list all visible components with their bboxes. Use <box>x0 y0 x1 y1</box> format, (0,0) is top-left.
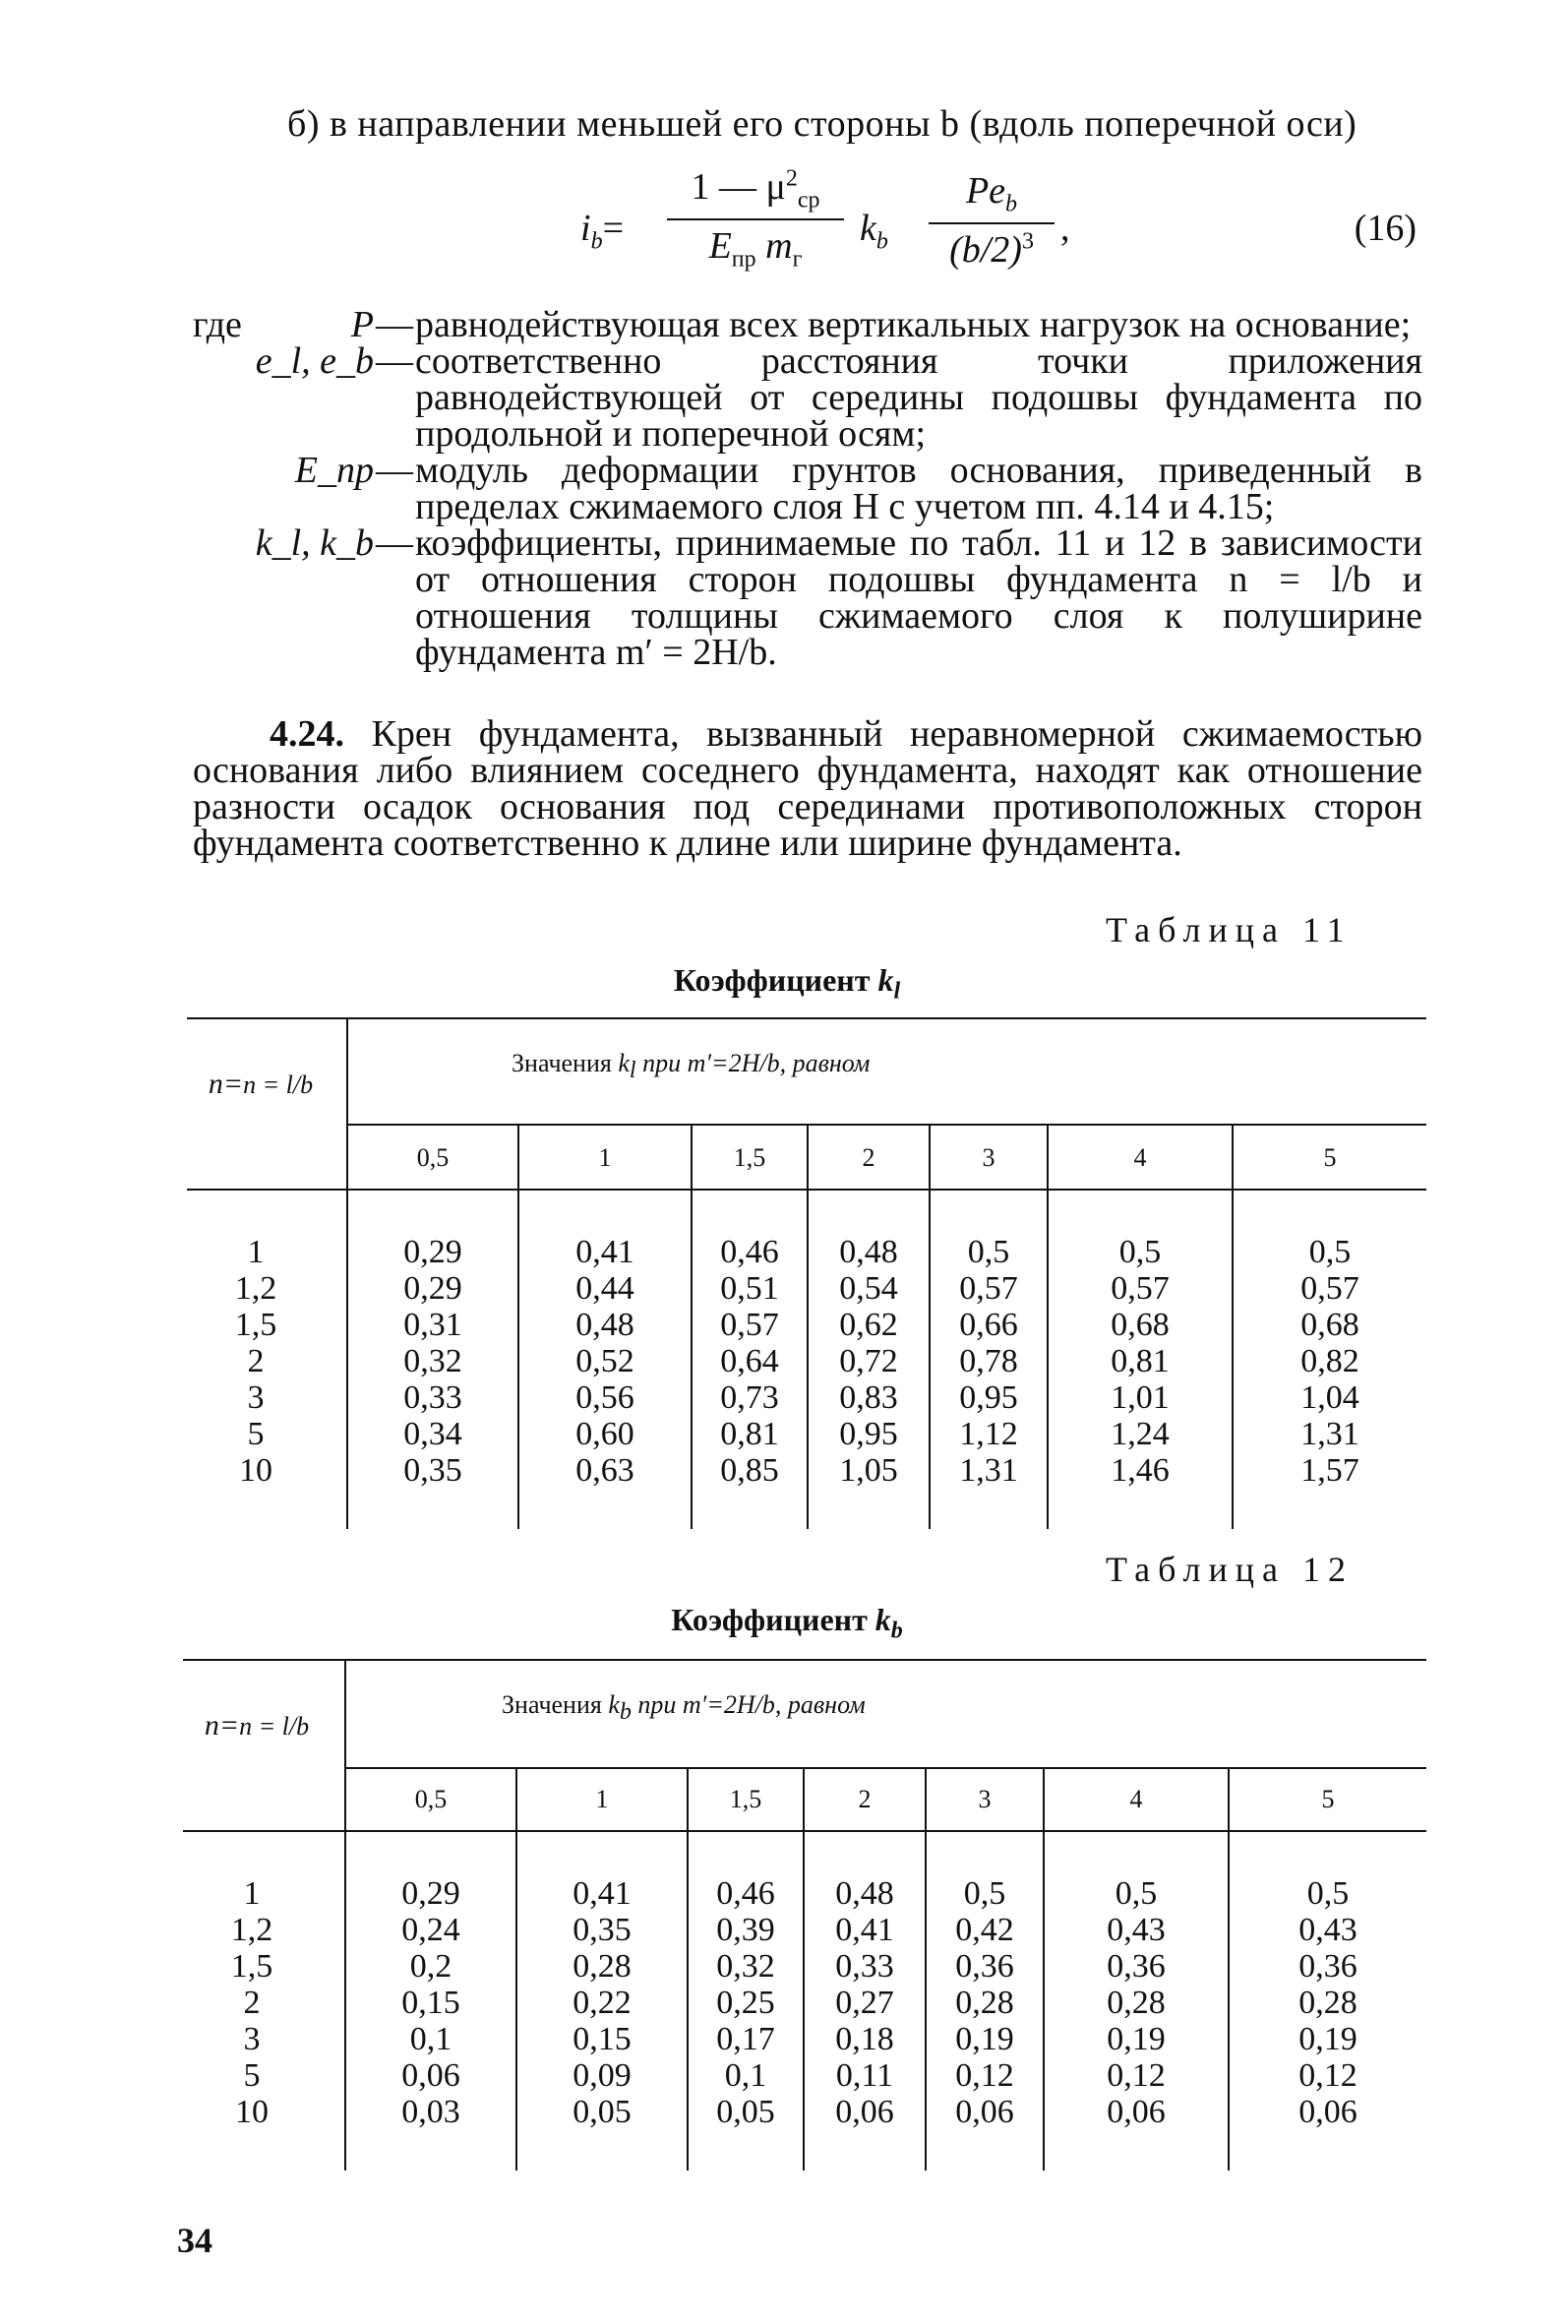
column-header: 0,5 <box>414 1785 448 1813</box>
table-cell: 0,12 <box>1298 2057 1357 2094</box>
table-cell: 0,03 <box>401 2094 460 2130</box>
table-cell: 0,57 <box>1111 1270 1170 1307</box>
table-cell: 0,19 <box>1107 2021 1166 2057</box>
table-cell: 0,82 <box>1300 1343 1359 1379</box>
paragraph-4-24 <box>193 713 1422 864</box>
table-cell: 0,5 <box>1115 1875 1158 1912</box>
table-12 <box>183 1659 1426 2171</box>
table-cell: 0,57 <box>720 1307 779 1343</box>
n-value: 1,2 <box>234 1270 277 1307</box>
definition-item <box>193 340 1422 455</box>
table-cell: 0,52 <box>575 1343 634 1379</box>
definition-text: — соответственно расстояния точки приложения равнодействующей от середины подошвы фундамента по продольной и поперечной осям; <box>415 343 1422 453</box>
table-cell: 1,31 <box>959 1452 1018 1489</box>
table-cell: 0,27 <box>835 1985 894 2021</box>
n-column-header: n=n = l/b <box>204 1709 310 1742</box>
table-cell: 0,41 <box>573 1875 632 1912</box>
table-cell: 0,15 <box>401 1985 460 2021</box>
table-cell: 0,5 <box>1118 1234 1162 1270</box>
n-value: 10 <box>235 2094 269 2130</box>
column-header: 5 <box>1321 1785 1335 1813</box>
table-cell: 0,72 <box>839 1343 898 1379</box>
table-cell: 0,95 <box>839 1416 898 1452</box>
table-cell: 1,31 <box>1300 1416 1359 1452</box>
table-cell: 0,25 <box>716 1985 775 2021</box>
table-12-label: Таблица 12 <box>1106 1550 1354 1589</box>
table-12-header: Значения $k_b$ при m′=2H/b, равном <box>502 1690 866 1726</box>
definition-symbol: P <box>350 304 374 345</box>
formula-lhs: $i_b=$ <box>580 208 624 255</box>
table-cell: 0,43 <box>1298 1912 1357 1948</box>
table-cell: 0,11 <box>835 2057 894 2094</box>
table-cell: 1,46 <box>1111 1452 1170 1489</box>
table-cell: 0,19 <box>1298 2021 1357 2057</box>
table-cell: 0,12 <box>1107 2057 1166 2094</box>
table-cell: 0,06 <box>955 2094 1014 2130</box>
table-cell: 0,68 <box>1300 1307 1359 1343</box>
table-cell: 0,32 <box>716 1948 775 1985</box>
table-cell: 0,09 <box>573 2057 632 2094</box>
table-cell: 0,41 <box>835 1912 894 1948</box>
table-cell: 0,33 <box>403 1379 462 1416</box>
n-value: 2 <box>247 1343 265 1379</box>
definition-item <box>193 522 1422 673</box>
table-cell: 0,51 <box>720 1270 779 1307</box>
column-header: 3 <box>978 1785 992 1813</box>
paragraph-text: Крен фундамента, вызванный неравномерной сжимаемостью основания либо влиянием соседнего фундамента, находят как отношение разности осадок основания под серединами противоположных сторон фундамента соответственно к длине или ширине фундамента. <box>193 713 1422 864</box>
table-12-title: Коэффициент $k_b$ <box>671 1602 903 1644</box>
table-cell: 0,81 <box>1111 1343 1170 1379</box>
table-cell: 0,1 <box>409 2021 452 2057</box>
where-label: где <box>193 304 242 345</box>
n-value: 2 <box>243 1985 261 2021</box>
table-11-header: Значения $k_l$ при m′=2H/b, равном <box>512 1049 871 1084</box>
definitions-list <box>193 304 1422 673</box>
column-header: 4 <box>1133 1143 1147 1172</box>
column-header: 5 <box>1323 1143 1337 1172</box>
n-column-header: n=n = l/b <box>208 1068 314 1100</box>
table-cell: 0,17 <box>716 2021 775 2057</box>
intro-line: б) в направлении меньшей его стороны b (вдоль поперечной оси) <box>287 103 1357 145</box>
table-cell: 0,42 <box>955 1912 1014 1948</box>
table-11-title: Коэффициент $k_l$ <box>673 962 901 1005</box>
column-header: 1 <box>595 1785 609 1813</box>
formula-fraction-1: 1 — $\mu^2_{ср}$ $E_{пр}$ $m_г$ <box>667 165 844 273</box>
table-cell: 0,62 <box>839 1307 898 1343</box>
table-cell: 0,68 <box>1111 1307 1170 1343</box>
table-cell: 0,06 <box>401 2057 460 2094</box>
table-cell: 0,57 <box>1300 1270 1359 1307</box>
n-value: 1 <box>247 1234 265 1270</box>
table-cell: 0,39 <box>716 1912 775 1948</box>
n-value: 3 <box>243 2021 261 2057</box>
column-header: 3 <box>982 1143 995 1172</box>
table-cell: 0,28 <box>955 1985 1014 2021</box>
table-cell: 1,01 <box>1111 1379 1170 1416</box>
table-cell: 0,06 <box>1298 2094 1357 2130</box>
formula-comma: , <box>1060 208 1070 249</box>
table-cell: 0,73 <box>720 1379 779 1416</box>
table-cell: 0,56 <box>575 1379 634 1416</box>
table-cell: 0,48 <box>575 1307 634 1343</box>
table-cell: 0,29 <box>401 1875 460 1912</box>
formula-fraction-2: $Pe_b$ $(b/2)^3$ <box>929 169 1055 272</box>
table-cell: 0,5 <box>1308 1234 1352 1270</box>
table-cell: 0,57 <box>959 1270 1018 1307</box>
n-value: 1,2 <box>230 1912 273 1948</box>
table-cell: 1,57 <box>1300 1452 1359 1489</box>
table-cell: 0,22 <box>573 1985 632 2021</box>
table-cell: 0,95 <box>959 1379 1018 1416</box>
table-cell: 1,12 <box>959 1416 1018 1452</box>
table-cell: 0,19 <box>955 2021 1014 2057</box>
table-cell: 1,24 <box>1111 1416 1170 1452</box>
column-header: 2 <box>862 1143 875 1172</box>
table-cell: 0,46 <box>716 1875 775 1912</box>
formula-kb: $k_b$ <box>860 208 888 255</box>
table-cell: 0,35 <box>403 1452 462 1489</box>
table-cell: 0,06 <box>1107 2094 1166 2130</box>
equation-number: (16) <box>1354 208 1417 249</box>
table-cell: 0,85 <box>720 1452 779 1489</box>
table-cell: 0,41 <box>575 1234 634 1270</box>
table-cell: 0,28 <box>1298 1985 1357 2021</box>
table-cell: 0,06 <box>835 2094 894 2130</box>
table-cell: 0,83 <box>839 1379 898 1416</box>
table-cell: 0,34 <box>403 1416 462 1452</box>
table-cell: 0,31 <box>403 1307 462 1343</box>
formula-16 <box>580 165 1417 293</box>
table-cell: 0,18 <box>835 2021 894 2057</box>
table-cell: 0,35 <box>573 1912 632 1948</box>
table-11-label: Таблица 11 <box>1106 910 1353 949</box>
table-cell: 1,04 <box>1300 1379 1359 1416</box>
table-cell: 0,2 <box>409 1948 452 1985</box>
definition-symbol: E_пр <box>294 450 374 491</box>
table-cell: 0,28 <box>1107 1985 1166 2021</box>
definition-text: — равнодействующая всех вертикальных нагрузок на основание; <box>415 307 1422 343</box>
table-cell: 0,32 <box>403 1343 462 1379</box>
table-cell: 0,48 <box>839 1234 898 1270</box>
column-header: 4 <box>1129 1785 1143 1813</box>
definition-symbol: e_l, e_b <box>255 340 374 382</box>
column-header: 2 <box>858 1785 872 1813</box>
n-value: 10 <box>239 1452 272 1489</box>
column-header: 0,5 <box>416 1143 450 1172</box>
definition-item <box>193 450 1422 527</box>
table-cell: 0,24 <box>401 1912 460 1948</box>
paragraph-number: 4.24. <box>270 713 344 755</box>
table-cell: 0,81 <box>720 1416 779 1452</box>
column-header: 1,5 <box>729 1785 762 1813</box>
definition-text: — модуль деформации грунтов основания, приведенный в пределах сжимаемого слоя H с учетом пп. 4.14 и 4.15; <box>415 453 1422 525</box>
table-cell: 0,29 <box>403 1234 462 1270</box>
table-cell: 0,36 <box>1107 1948 1166 1985</box>
table-11 <box>187 1017 1426 1529</box>
table-cell: 0,33 <box>835 1948 894 1985</box>
n-value: 5 <box>247 1416 265 1452</box>
table-cell: 0,78 <box>959 1343 1018 1379</box>
column-header: 1 <box>598 1143 612 1172</box>
table-cell: 0,1 <box>724 2057 767 2094</box>
definition-symbol: k_l, k_b <box>255 522 374 564</box>
table-cell: 0,5 <box>1306 1875 1350 1912</box>
table-cell: 0,54 <box>839 1270 898 1307</box>
table-cell: 0,64 <box>720 1343 779 1379</box>
n-value: 1 <box>243 1875 261 1912</box>
table-cell: 0,05 <box>716 2094 775 2130</box>
table-cell: 0,60 <box>575 1416 634 1452</box>
table-cell: 0,28 <box>573 1948 632 1985</box>
table-cell: 0,66 <box>959 1307 1018 1343</box>
definition-text: — коэффициенты, принимаемые по табл. 11 и 12 в зависимости от отношения сторон подошвы фундамента n = l/b и отношения толщины сжимаемого слоя к полуширине фундамента m′ = 2H/b. <box>415 525 1422 671</box>
table-cell: 0,5 <box>967 1234 1010 1270</box>
n-value: 1,5 <box>230 1948 273 1985</box>
table-cell: 0,05 <box>573 2094 632 2130</box>
definition-item <box>193 304 1422 345</box>
n-value: 1,5 <box>234 1307 277 1343</box>
table-cell: 0,5 <box>963 1875 1006 1912</box>
table-cell: 0,44 <box>575 1270 634 1307</box>
table-cell: 0,63 <box>575 1452 634 1489</box>
table-cell: 0,12 <box>955 2057 1014 2094</box>
n-value: 5 <box>243 2057 261 2094</box>
table-cell: 0,36 <box>955 1948 1014 1985</box>
table-cell: 1,05 <box>839 1452 898 1489</box>
table-cell: 0,48 <box>835 1875 894 1912</box>
table-cell: 0,46 <box>720 1234 779 1270</box>
n-value: 3 <box>247 1379 265 1416</box>
table-cell: 0,15 <box>573 2021 632 2057</box>
column-header: 1,5 <box>733 1143 766 1172</box>
table-cell: 0,29 <box>403 1270 462 1307</box>
page-number: 34 <box>177 2221 212 2260</box>
table-cell: 0,43 <box>1107 1912 1166 1948</box>
table-cell: 0,36 <box>1298 1948 1357 1985</box>
